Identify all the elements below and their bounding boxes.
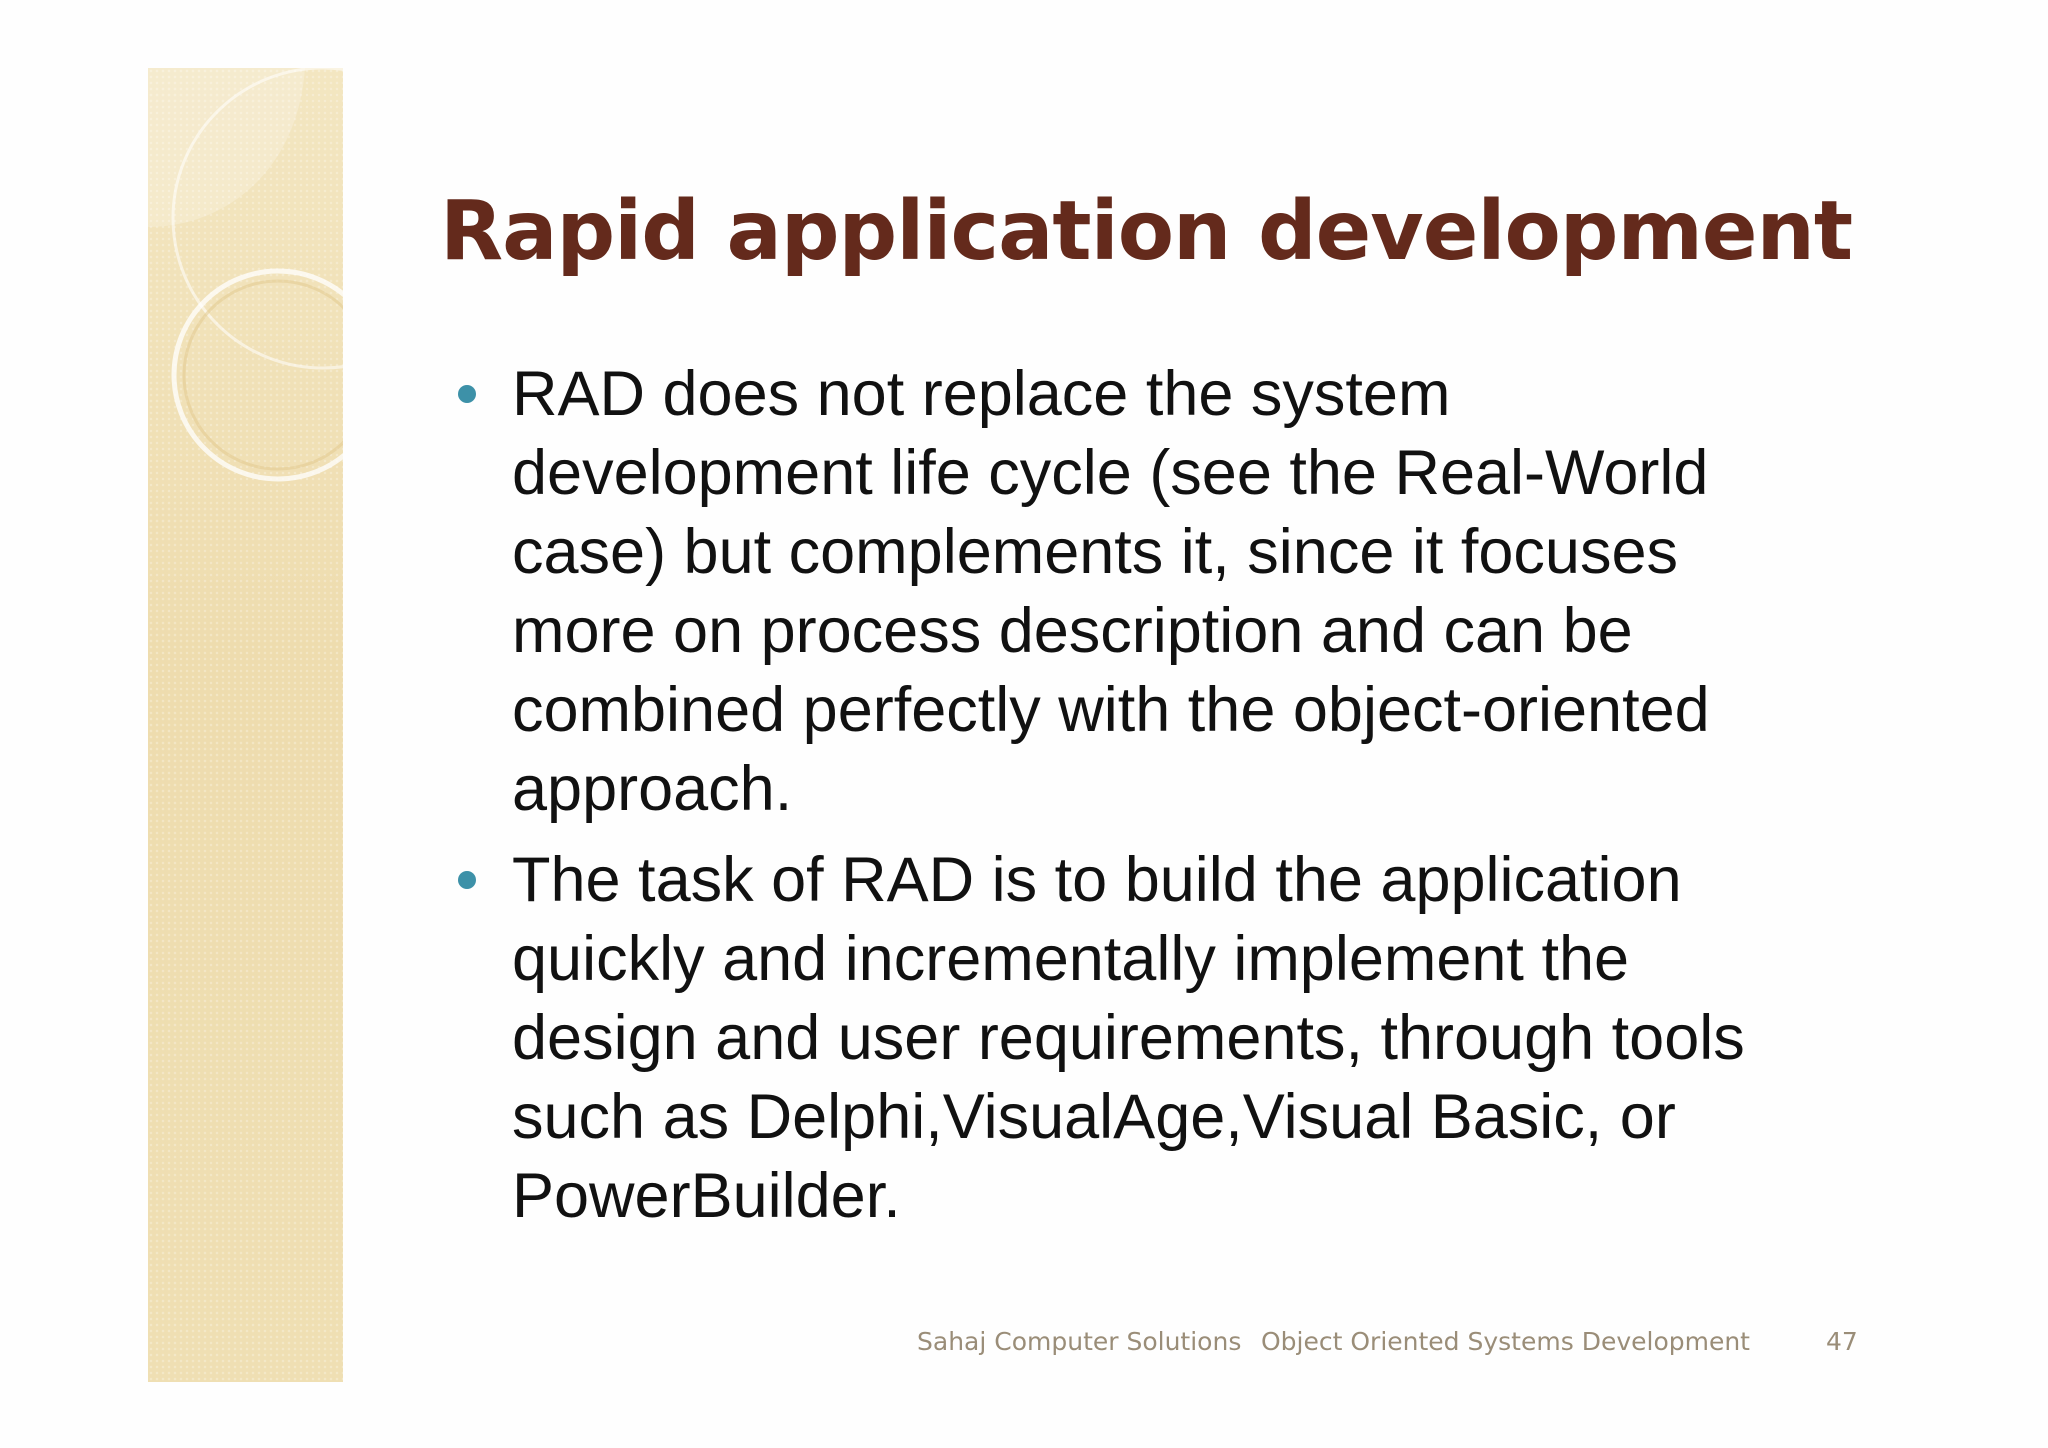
bullet-line: such as Delphi,VisualAge,Visual Basic, or bbox=[512, 1082, 1676, 1152]
bullet-line: The task of RAD is to build the application bbox=[512, 845, 1682, 915]
bullet-text bbox=[512, 355, 1856, 829]
bullet-line: case) but complements it, since it focuses bbox=[512, 517, 1678, 587]
bullet-dot-icon bbox=[458, 871, 476, 889]
bullet-text bbox=[512, 841, 1856, 1236]
decorative-side-bar bbox=[148, 68, 343, 1382]
bullet-line: combined perfectly with the object-oriented bbox=[512, 675, 1710, 745]
bullet-line: design and user requirements, through tools bbox=[512, 1003, 1745, 1073]
bullet-item bbox=[456, 355, 1856, 829]
bullet-line: approach. bbox=[512, 754, 793, 824]
bullet-dot-icon bbox=[458, 385, 476, 403]
bullet-line: RAD does not replace the system bbox=[512, 359, 1451, 429]
slide-number: 47 bbox=[1826, 1327, 1858, 1356]
bullet-item bbox=[456, 841, 1856, 1236]
footer-course-title: Object Oriented Systems Development bbox=[1261, 1327, 1750, 1356]
slide-title: Rapid application development bbox=[440, 184, 1853, 279]
bullet-line: more on process description and can be bbox=[512, 596, 1633, 666]
bullet-line: PowerBuilder. bbox=[512, 1161, 901, 1231]
bullet-line: quickly and incrementally implement the bbox=[512, 924, 1630, 994]
bullet-list bbox=[456, 355, 1856, 1236]
bullet-line: development life cycle (see the Real-World bbox=[512, 438, 1709, 508]
footer-company: Sahaj Computer Solutions bbox=[917, 1327, 1242, 1356]
decorative-circles-graphic bbox=[148, 68, 343, 1382]
